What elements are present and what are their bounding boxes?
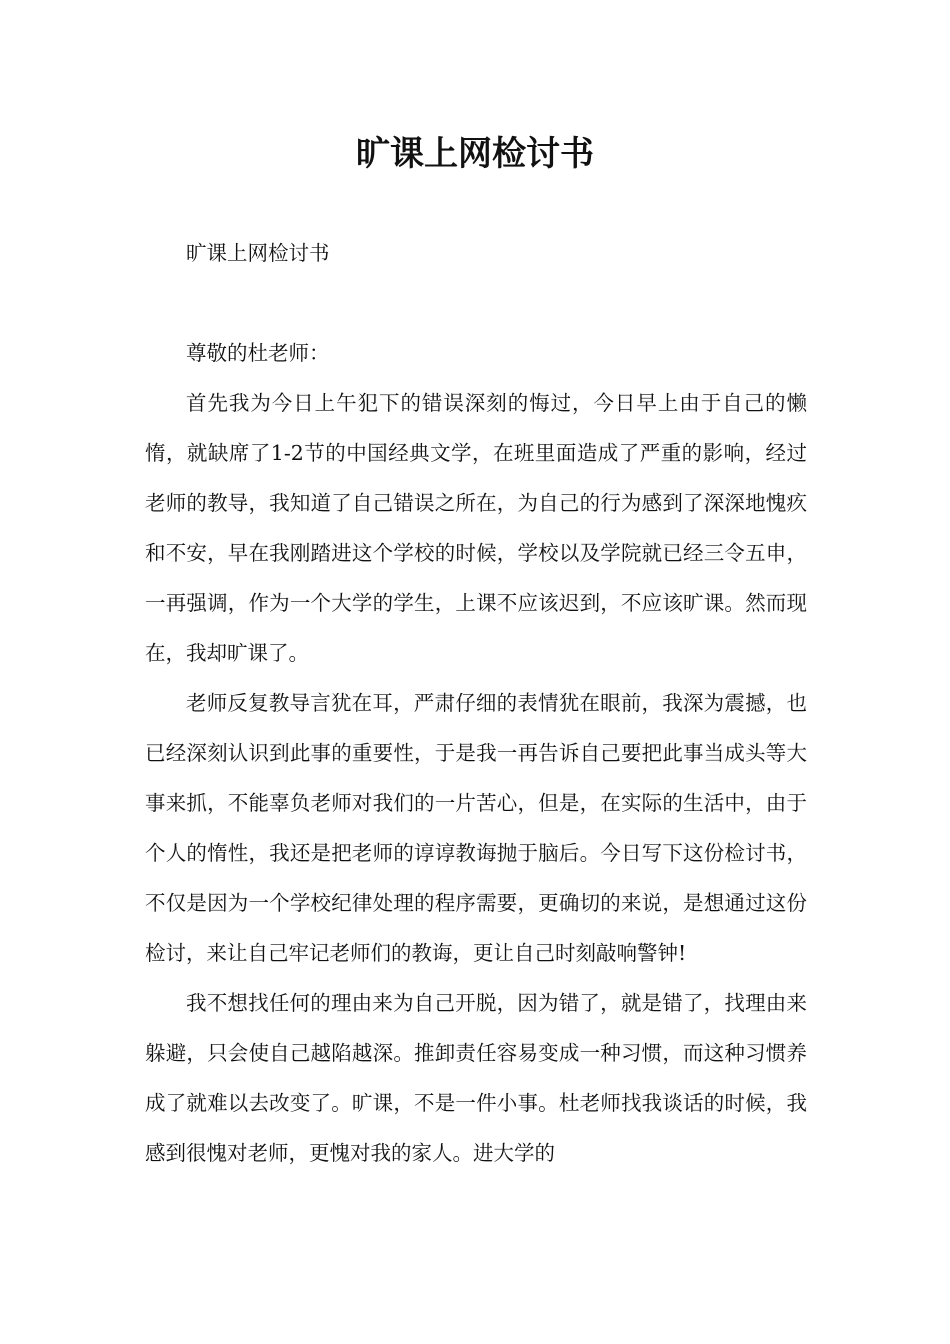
document-body	[145, 228, 807, 1178]
document-title: 旷课上网检讨书	[356, 134, 594, 174]
document-subtitle: 旷课上网检讨书	[186, 241, 330, 265]
paragraph-2: 老师反复教导言犹在耳，严肃仔细的表情犹在眼前，我深为震撼，也已经深刻认识到此事的重要性，于是我一再告诉自己要把此事当成头等大事来抓，不能辜负老师对我们的一片苦心，但是，在实际的生活中，由于个人的惰性，我还是把老师的谆谆教诲抛于脑后。今日写下这份检讨书，不仅是因为一个学校纪律处理的程序需要，更确切的来说，是想通过这份检讨，来让自己牢记老师们的教诲，更让自己时刻敲响警钟!	[145, 691, 807, 965]
paragraph-1: 首先我为今日上午犯下的错误深刻的悔过，今日早上由于自己的懒惰，就缺席了1-2节的中国经典文学，在班里面造成了严重的影响，经过老师的教导，我知道了自己错误之所在，为自己的行为感到了深深地愧疚和不安，早在我刚踏进这个学校的时候，学校以及学院就已经三令五申，一再强调，作为一个大学的学生，上课不应该迟到，不应该旷课。然而现在，我却旷课了。	[145, 391, 807, 665]
salutation: 尊敬的杜老师：	[186, 341, 330, 365]
paragraph-3: 我不想找任何的理由来为自己开脱，因为错了，就是错了，找理由来躲避，只会使自己越陷越深。推卸责任容易变成一种习惯，而这种习惯养成了就难以去改变了。旷课，不是一件小事。杜老师找我谈话的时候，我感到很愧对老师，更愧对我的家人。进大学的	[145, 991, 807, 1165]
